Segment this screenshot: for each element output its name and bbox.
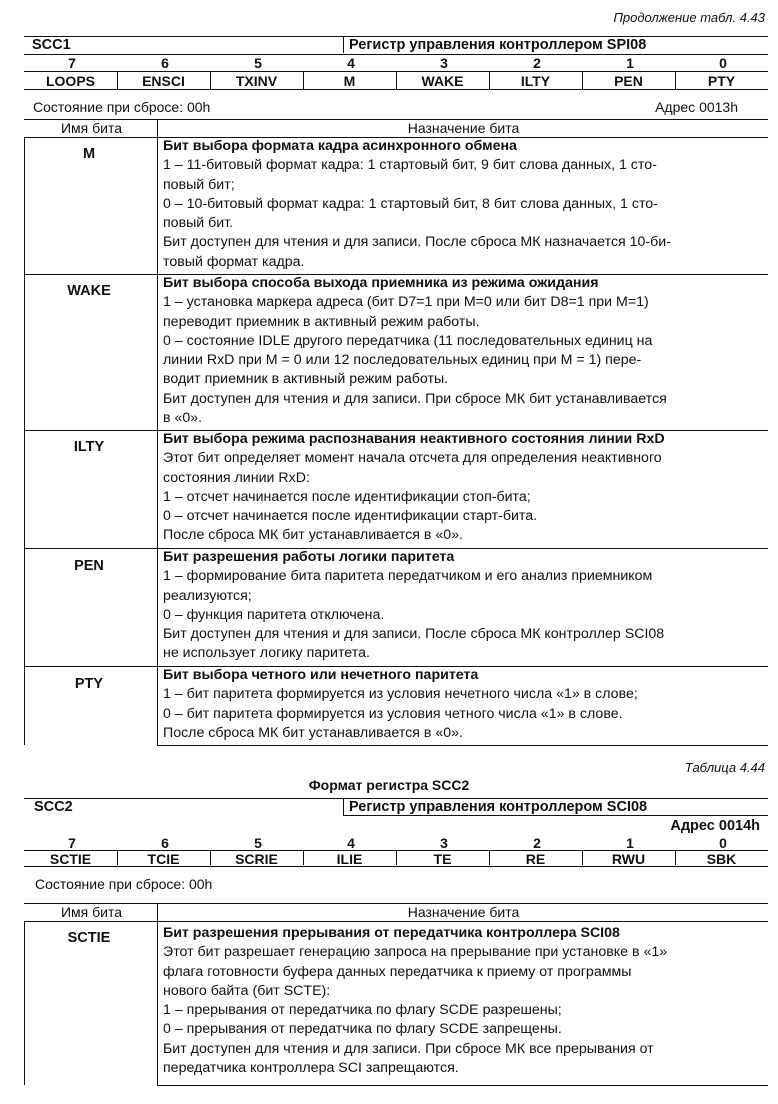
description-line: 0 – прерывания от передатчика по флагу SCDE запрещены. [163, 1021, 562, 1038]
bit-heading: Бит разрешения работы логики паритета [163, 549, 455, 565]
description-line: товый формат кадра. [163, 253, 305, 270]
bit-name: PEN [614, 73, 643, 89]
description-line: 1 – прерывания от передатчика по флагу SCDE разрешены; [163, 1002, 562, 1019]
register-address: Адрес 0014h [670, 818, 760, 834]
bit-number: 4 [347, 835, 355, 851]
bit-number: 7 [68, 55, 76, 71]
description-line: Этот бит определяет момент начала отсчета для определения неактивного [163, 450, 662, 467]
description-line: 1 – 11-битовый формат кадра: 1 стартовый бит, 9 бит слова данных, 1 сто- [163, 157, 657, 174]
bit-name: ILTY [520, 73, 551, 89]
bit-row-description [163, 548, 758, 664]
description-line: нового байта (бит SCTE): [163, 982, 331, 999]
description-line: Бит доступен для чтения и для записи. При сбросе МК все прерывания от [163, 1040, 654, 1057]
continuation-caption: Продолжение табл. 4.43 [613, 10, 765, 25]
description-line: 1 – формирование бита паритета передатчиком и его анализ приемником [163, 568, 653, 585]
bit-name: M [343, 73, 356, 89]
bit-number: 1 [626, 835, 634, 851]
description-line: Бит доступен для чтения и для записи. После сброса МК назначается 10-би- [163, 234, 671, 251]
bit-number: 2 [533, 55, 541, 71]
bit-number: 2 [533, 835, 541, 851]
bit-number: 0 [719, 55, 727, 71]
bit-name: TE [433, 851, 452, 867]
description-line: в «0». [163, 410, 203, 427]
reset-state: Состояние при сбросе: 00h [35, 876, 213, 892]
bit-row-name: ILTY [73, 439, 105, 455]
description-line: не использует логику паритета. [163, 645, 370, 662]
table-number-caption: Таблица 4.44 [684, 760, 765, 775]
description-line: Этот бит разрешает генерацию запроса на прерывание при установке в «1» [163, 944, 668, 961]
bit-row-description [163, 924, 758, 1078]
bit-number: 5 [254, 835, 262, 851]
table-title: Формат регистра SCC2 [308, 777, 470, 793]
bit-number: 3 [440, 55, 448, 71]
bit-number: 0 [719, 835, 727, 851]
bit-number: 6 [161, 55, 169, 71]
register-title: Регистр управления контроллером SCI08 [349, 799, 648, 815]
bit-row-name: M [82, 146, 96, 162]
reset-state: Состояние при сбросе: 00h [33, 99, 211, 115]
bit-name: TXINV [235, 73, 278, 89]
description-line: 0 – состояние IDLE другого передатчика (11 последовательных единиц на [163, 332, 653, 349]
bit-name: WAKE [421, 73, 464, 89]
bit-number: 5 [254, 55, 262, 71]
register-address: Адрес 0013h [655, 99, 738, 115]
bit-name: ILIE [336, 851, 363, 867]
bit-row-name: PEN [74, 558, 104, 574]
bit-name: TCIE [147, 851, 180, 867]
description-line: переводит приемник в активный режим работы. [163, 313, 480, 330]
bit-name: SCTIE [49, 851, 92, 867]
column-header-purpose: Назначение бита [407, 120, 520, 136]
description-line: передатчика контроллера SCI запрещаются. [163, 1060, 459, 1077]
bit-row-description [163, 274, 758, 428]
bit-name: SCRIE [235, 851, 278, 867]
bit-heading: Бит выбора режима распознавания неактивного состояния линии RxD [163, 431, 665, 447]
bit-name: RE [525, 851, 546, 867]
bit-number: 3 [440, 835, 448, 851]
bit-row-name: SCTIE [67, 930, 111, 946]
bit-name: LOOPS [45, 73, 95, 89]
register-name: SCC2 [34, 799, 73, 815]
bit-name: RWU [611, 851, 646, 867]
description-line: Бит доступен для чтения и для записи. После сброса МК контроллер SCI08 [163, 626, 665, 643]
bit-row-description [163, 137, 758, 272]
description-line: флага готовности буфера данных передатчика к приему от программы [163, 963, 632, 980]
description-line: 1 – бит паритета формируется из условия нечетного числа «1» в слове; [163, 686, 638, 703]
register-name: SCC1 [32, 37, 71, 53]
column-header-purpose: Назначение бита [407, 904, 520, 920]
description-line: реализуются; [163, 587, 252, 604]
description-line: водит приемник в активный режим работы. [163, 371, 449, 388]
description-line: Бит доступен для чтения и для записи. При сбросе МК бит устанавливается [163, 390, 667, 407]
bit-number: 7 [68, 835, 76, 851]
bit-row-name: WAKE [67, 283, 111, 299]
description-line: линии RxD при M = 0 или 12 последовательных единиц при M = 1) пере- [163, 352, 642, 369]
description-line: повый бит. [163, 215, 234, 232]
bit-name: PTY [707, 73, 736, 89]
bit-heading: Бит разрешения прерывания от передатчика контроллера SCI08 [163, 925, 620, 941]
bit-name: SBK [706, 851, 737, 867]
bit-name: ENSCI [142, 73, 185, 89]
bit-number: 4 [347, 55, 355, 71]
bit-number: 1 [626, 55, 634, 71]
bit-heading: Бит выбора способа выхода приемника из режима ожидания [163, 275, 599, 291]
column-header-name: Имя бита [60, 904, 123, 920]
register-title: Регистр управления контроллером SPI08 [349, 37, 647, 53]
bit-row-description [163, 430, 758, 546]
bit-row-name: PTY [74, 676, 104, 692]
bit-number: 6 [161, 835, 169, 851]
description-line: состояния линии RxD: [163, 469, 310, 486]
bit-heading: Бит выбора формата кадра асинхронного обмена [163, 138, 517, 154]
description-line: 0 – отсчет начинается после идентификации старт-бита. [163, 508, 538, 525]
description-line: 0 – 10-битовый формат кадра: 1 стартовый бит, 8 бит слова данных, 1 сто- [163, 195, 658, 212]
description-line: 0 – функция паритета отключена. [163, 606, 385, 623]
description-line: повый бит; [163, 176, 235, 193]
description-line: 0 – бит паритета формируется из условия четного числа «1» в слове. [163, 705, 623, 722]
description-line: 1 – отсчет начинается после идентификации стоп-бита; [163, 488, 531, 505]
bit-heading: Бит выбора четного или нечетного паритета [163, 667, 479, 683]
column-header-name: Имя бита [60, 120, 123, 136]
bit-row-description [163, 666, 758, 743]
description-line: После сброса МК бит устанавливается в «0». [163, 527, 463, 544]
description-line: 1 – установка маркера адреса (бит D7=1 при M=0 или бит D8=1 при M=1) [163, 294, 649, 311]
description-line: После сброса МК бит устанавливается в «0». [163, 724, 463, 741]
